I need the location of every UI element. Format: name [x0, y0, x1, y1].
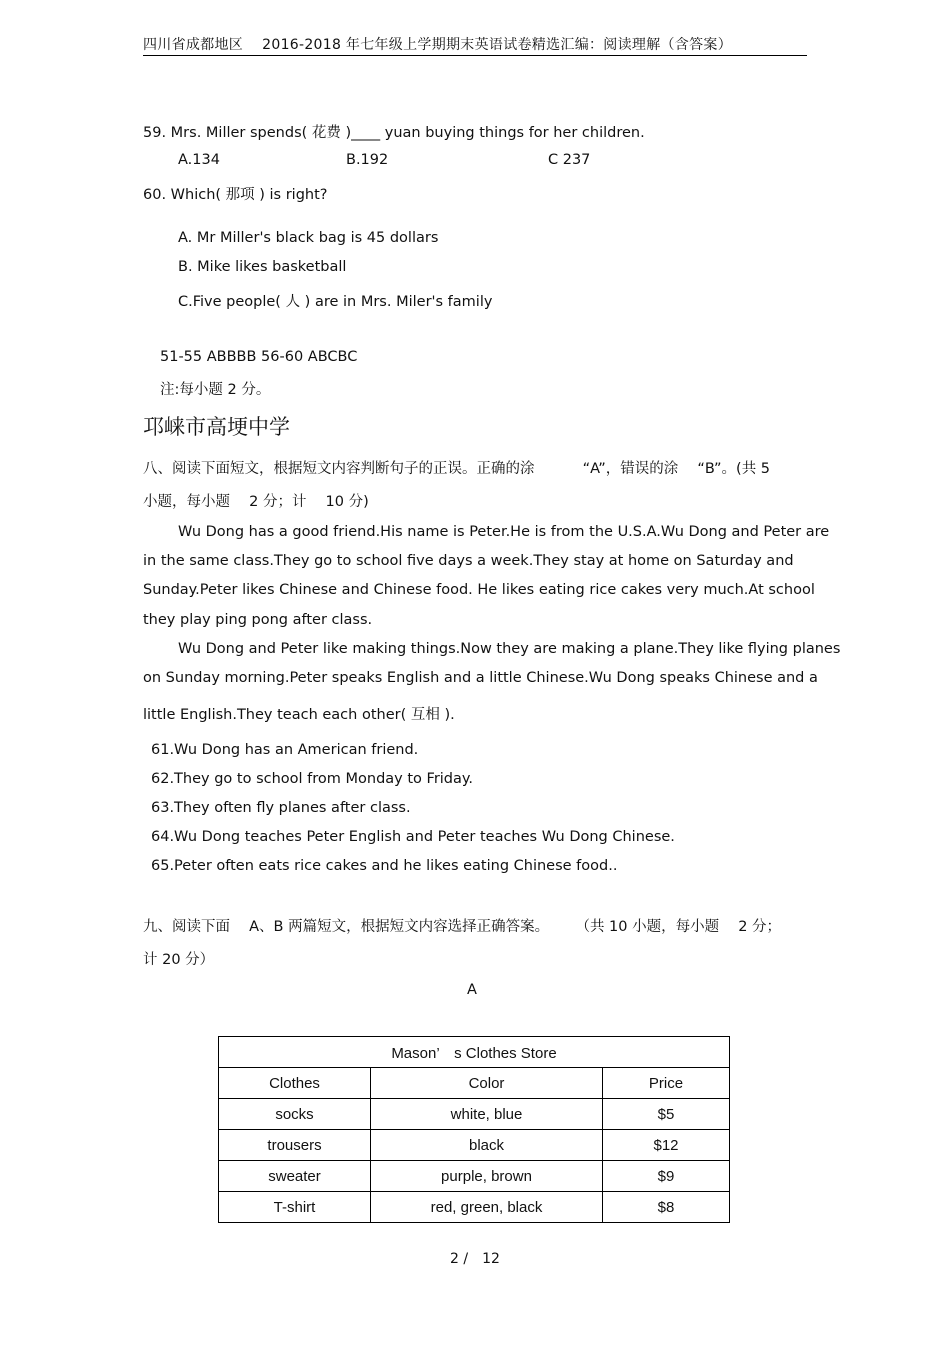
cell-price: $8: [603, 1192, 730, 1223]
question-61: 61.Wu Dong has an American friend.: [151, 742, 419, 758]
passage-line: Sunday.Peter likes Chinese and Chinese food. He likes eating rice cakes very much.At school: [143, 582, 815, 598]
table-row: [219, 1161, 730, 1192]
q60-option-c: C.Five people( 人 ) are in Mrs. Miler's family: [178, 294, 493, 310]
q59-option-b: B.192: [346, 152, 389, 168]
table-row: [219, 1192, 730, 1223]
question-65: 65.Peter often eats rice cakes and he likes eating Chinese food..: [151, 858, 618, 874]
q60-option-b: B. Mike likes basketball: [178, 259, 347, 275]
passage-line: on Sunday morning.Peter speaks English and a little Chinese.Wu Dong speaks Chinese and a: [143, 670, 818, 686]
q60-option-a: A. Mr Miller's black bag is 45 dollars: [178, 230, 439, 246]
table-row: [219, 1099, 730, 1130]
cell-color: purple, brown: [371, 1161, 603, 1192]
q59-option-a: A.134: [178, 152, 220, 168]
cell-price: $9: [603, 1161, 730, 1192]
table-title: Mason’ s Clothes Store: [219, 1037, 730, 1068]
table-row: [219, 1130, 730, 1161]
header-clothes: Clothes: [219, 1068, 371, 1099]
answer-note: 注:每小题 2 分。: [160, 382, 271, 398]
passage-a-label: A: [467, 982, 477, 998]
cell-color: black: [371, 1130, 603, 1161]
page-number: 2 / 12: [450, 1251, 500, 1267]
question-59: 59. Mrs. Miller spends( 花费 )____ yuan buying things for her children.: [143, 125, 645, 141]
question-63: 63.They often fly planes after class.: [151, 800, 411, 816]
cell-color: red, green, black: [371, 1192, 603, 1223]
clothes-store-table: [218, 1036, 730, 1223]
passage-line: they play ping pong after class.: [143, 612, 373, 628]
question-64: 64.Wu Dong teaches Peter English and Peter teaches Wu Dong Chinese.: [151, 829, 675, 845]
passage-line: little English.They teach each other( 互相 ).: [143, 707, 455, 723]
cell-clothes: T-shirt: [219, 1192, 371, 1223]
cell-clothes: sweater: [219, 1161, 371, 1192]
cell-price: $12: [603, 1130, 730, 1161]
section8-instruction-line1: 八、阅读下面短文，根据短文内容判断句子的正误。正确的涂 “A”，错误的涂 “B”。(共 5: [143, 461, 771, 477]
page-header: 四川省成都地区 2016-2018 年七年级上学期期末英语试卷精选汇编：阅读理解（含答案）: [143, 37, 733, 53]
question-62: 62.They go to school from Monday to Friday.: [151, 771, 474, 787]
question-60: 60. Which( 那项 ) is right?: [143, 187, 328, 203]
cell-color: white, blue: [371, 1099, 603, 1130]
header-color: Color: [371, 1068, 603, 1099]
answer-key: 51-55 ABBBB 56-60 ABCBC: [160, 349, 358, 365]
passage-line: Wu Dong has a good friend.His name is Peter.He is from the U.S.A.Wu Dong and Peter are: [178, 524, 830, 540]
passage-line: in the same class.They go to school five days a week.They stay at home on Saturday and: [143, 553, 794, 569]
section8-instruction-line2: 小题，每小题 2 分；计 10 分): [143, 494, 369, 510]
section9-instruction-line1: 九、阅读下面 A、B 两篇短文，根据短文内容选择正确答案。 （共 10 小题，每小题 2 分；: [143, 919, 782, 935]
school-title: 邛崃市高埂中学: [143, 415, 290, 439]
section9-instruction-line2: 计 20 分）: [143, 952, 215, 968]
passage-line: Wu Dong and Peter like making things.Now they are making a plane.They like flying planes: [178, 641, 841, 657]
cell-price: $5: [603, 1099, 730, 1130]
cell-clothes: socks: [219, 1099, 371, 1130]
header-rule: [143, 55, 807, 56]
header-price: Price: [603, 1068, 730, 1099]
table-title-row: [219, 1037, 730, 1068]
cell-clothes: trousers: [219, 1130, 371, 1161]
table-header-row: [219, 1068, 730, 1099]
q59-option-c: C 237: [548, 152, 591, 168]
